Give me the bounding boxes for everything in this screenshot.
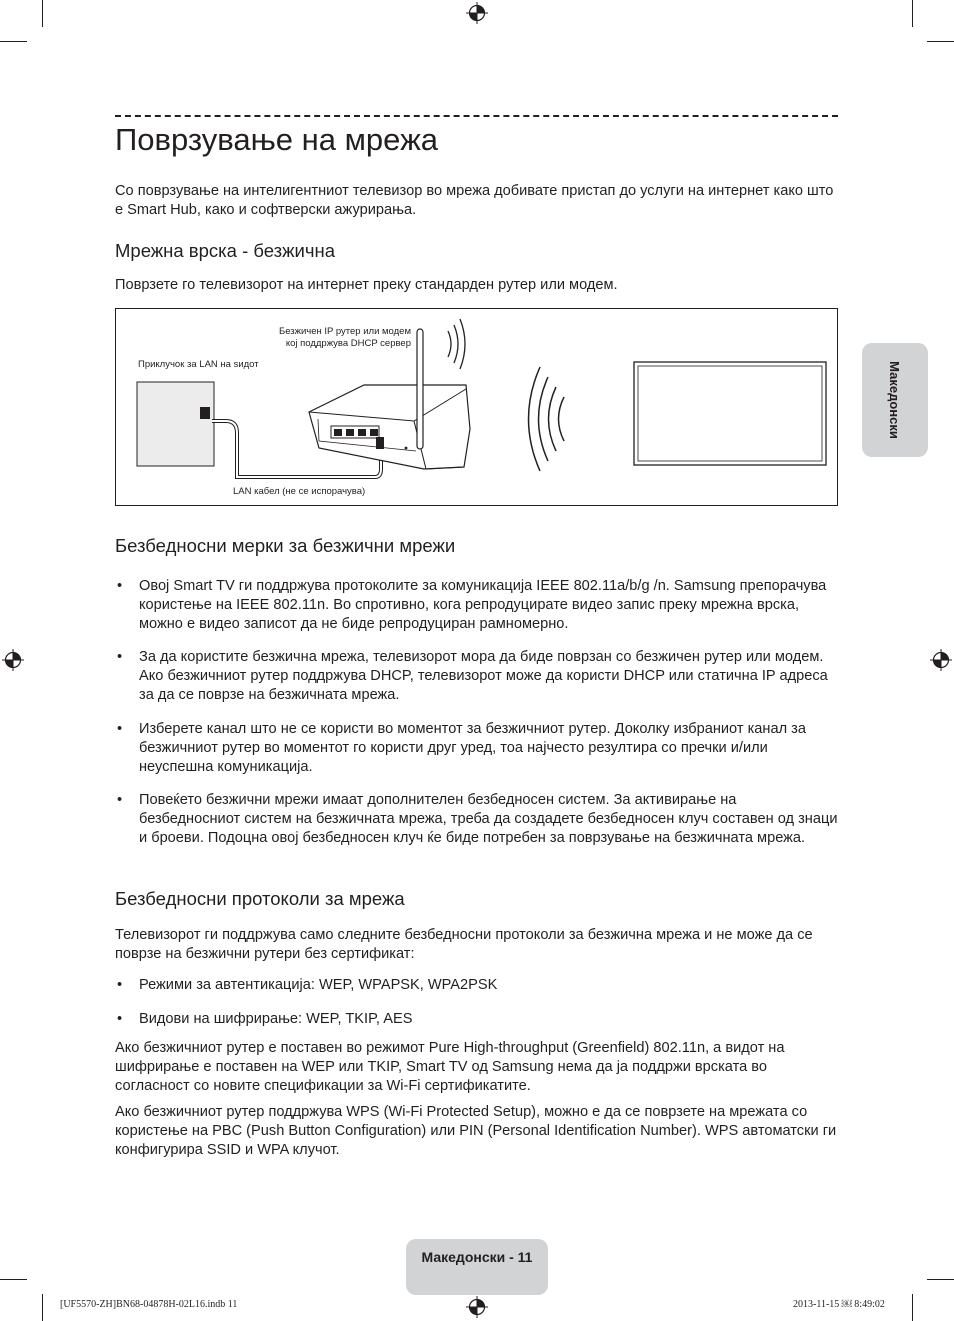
protocols-intro: Телевизорот ги поддржува само следните безбедносни протоколи за безжична мрежа и не може да се поврзе на безжични рутери без сертификат: bbox=[115, 927, 813, 962]
wifi-signal-icon bbox=[529, 367, 565, 471]
router-label: Безжичен IP рутер или модем кој поддржува DHCP сервер bbox=[278, 326, 411, 349]
crop-mark bbox=[0, 1279, 27, 1280]
network-diagram-drawing bbox=[116, 309, 837, 505]
footer-file-info: [UF5570-ZH]BN68-04878H-02L16.indb 11 bbox=[60, 1299, 238, 1310]
list-item: • За да користите безжична мрежа, телевизорот мора да биде поврзан со безжичен рутер или модем. Ако безжичниот рутер поддржува DHCP, телевизорот може да користи DHCP или статична IP адреса за да се поврзе на безжичната мрежа. bbox=[117, 649, 828, 703]
crop-mark bbox=[927, 1279, 954, 1280]
tv-icon bbox=[634, 362, 826, 465]
registration-mark-icon bbox=[930, 649, 952, 671]
section-heading-protocols: Безбедносни протоколи за мрежа bbox=[115, 888, 405, 909]
protocols-paragraph-wps: Ако безжичниот рутер поддржува WPS (Wi-Fi Protected Setup), можно е да се поврзете на мрежата со користење на PBC (Push Button Configuration) или PIN (Personal Identification Number). WPS автоматски ги конфигурира SSID и WPA клучот. bbox=[115, 1104, 837, 1158]
registration-mark-icon bbox=[2, 649, 24, 671]
crop-mark bbox=[912, 1294, 913, 1321]
crop-mark bbox=[42, 0, 43, 27]
intro-text: Со поврзување на интелигентниот телевизор во мрежа добивате пристап до услуги на интернет како што е Smart Hub, како и софтверски ажурирања. bbox=[115, 183, 834, 218]
list-item: • Повеќето безжични мрежи имаат дополнителен безбедносен систем. За активирање на безбедносниот систем на безжичната мрежа, треба да создадете безбедносен клуч составен од знаци и броеви. Подоцна овој безбедносен клуч ќе биде потребен за поврзување на безжичната мрежа. bbox=[117, 792, 838, 846]
list-item: • Изберете канал што не се користи во моментот за безжичниот рутер. Доколку избраниот канал за безжичниот рутер во моментот го користи друг уред, тоа најчесто резултира со пречки и/или неуспешна комуникација. bbox=[117, 721, 806, 775]
list-item: • Режими за автентикација: WEP, WPAPSK, WPA2PSK bbox=[117, 977, 498, 993]
crop-mark bbox=[42, 1294, 43, 1321]
crop-mark bbox=[0, 41, 27, 42]
router-icon bbox=[309, 329, 470, 469]
language-side-tab: Македонски bbox=[862, 343, 928, 457]
page-number: Македонски - 11 bbox=[421, 1249, 533, 1265]
crop-mark bbox=[912, 0, 913, 27]
router-signal-icon bbox=[448, 319, 465, 369]
registration-mark-icon bbox=[466, 1296, 488, 1318]
wall-outlet-label: Приклучок за LAN на ѕидот bbox=[138, 359, 259, 370]
protocols-paragraph-greenfield: Ако безжичниот рутер е поставен во режимот Pure High-throughput (Greenfield) 802.11n, а видот на шифрирање е поставен на WEP или TKIP, Smart TV од Samsung нема да ја поддржи врската во согласност со новите спецификации за Wi-Fi сертификатите. bbox=[115, 1040, 785, 1094]
list-item: • Видови на шифрирање: WEP, TKIP, AES bbox=[117, 1011, 413, 1027]
footer-timestamp: 2013-11-15 ￼ 8:49:02 bbox=[793, 1299, 885, 1310]
registration-mark-icon bbox=[466, 2, 488, 24]
wall-outlet-icon bbox=[137, 382, 214, 466]
title-rule bbox=[115, 115, 838, 117]
list-item: • Овој Smart TV ги поддржува протоколите за комуникација IEEE 802.11a/b/g /n. Samsung препорачува користење на IEEE 802.11n. Во спротивно, кога репродуцирате видео запис преку мрежна врска, можно е видео записот да не биде репродуциран рамномерно. bbox=[117, 578, 827, 632]
wireless-text: Поврзете го телевизорот на интернет преку стандарден рутер или модем. bbox=[115, 277, 618, 293]
page-number-tab bbox=[406, 1239, 548, 1295]
section-heading-wireless: Мрежна врска - безжична bbox=[115, 240, 336, 261]
lan-cable-label: LAN кабел (не се испорачува) bbox=[233, 486, 366, 497]
section-heading-security: Безбедносни мерки за безжични мрежи bbox=[115, 535, 456, 556]
network-diagram bbox=[115, 308, 838, 506]
page-title: Поврзување на мрежа bbox=[115, 122, 439, 157]
crop-mark bbox=[927, 41, 954, 42]
